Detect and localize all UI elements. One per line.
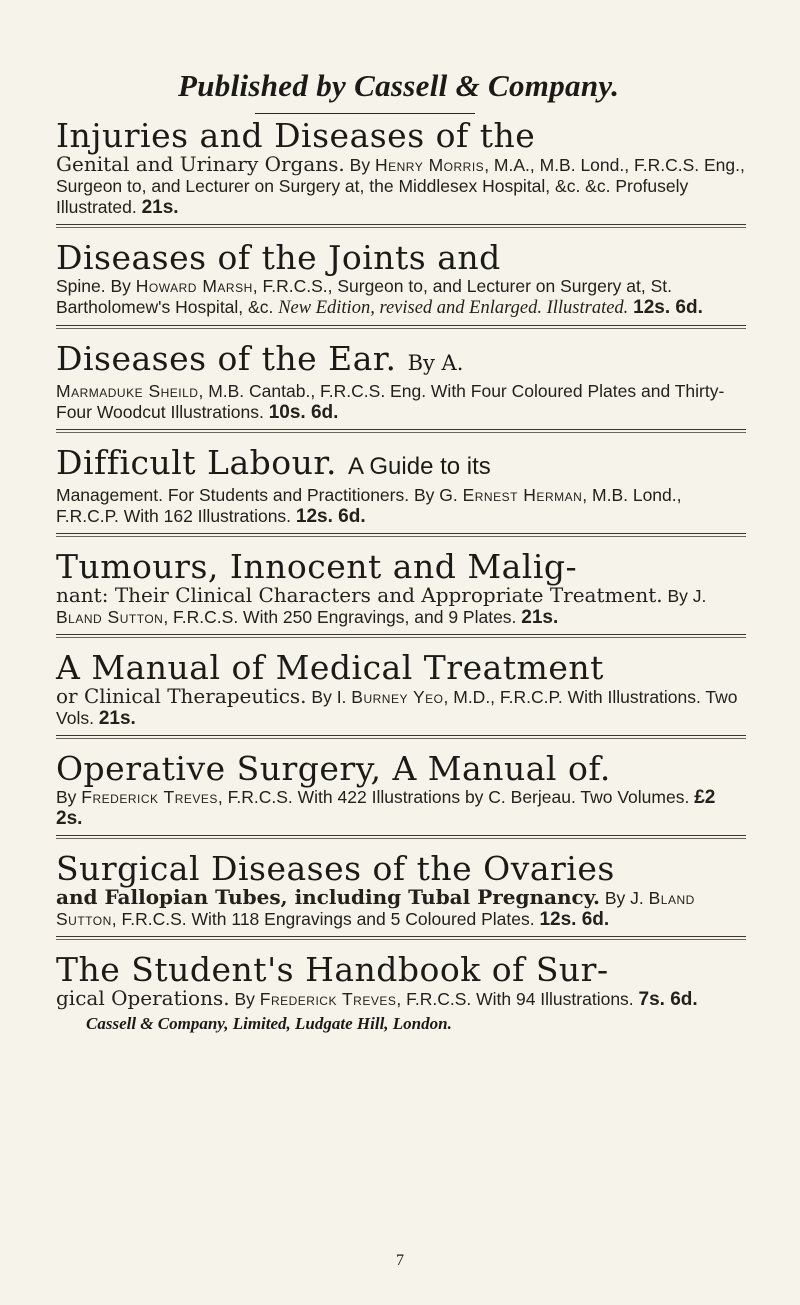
book-description [56, 276, 746, 319]
divider [56, 533, 746, 537]
divider [56, 735, 746, 739]
author-name: Howard Marsh [135, 276, 253, 296]
price: 21s. [141, 197, 179, 218]
author-name: Bland Sutton [56, 888, 695, 929]
book-title [56, 341, 746, 381]
price: £2 2s. [56, 787, 716, 829]
desc-lead: By J. [667, 586, 707, 606]
title-text: Diseases of the Ear. [56, 339, 397, 378]
price: 12s. 6d. [295, 506, 366, 527]
book-description [56, 887, 746, 930]
price: 12s. 6d. [633, 297, 703, 318]
price: 21s. [98, 708, 136, 729]
book-entry [56, 650, 746, 739]
desc-text: , F.R.C.S., Surgeon to, and Lecturer on Surgery at, St. Bartholomew's Hospital, &c. [56, 276, 672, 317]
book-description [56, 154, 746, 218]
book-title: Diseases of the Joints and [56, 238, 501, 277]
desc-lead: Management. For Students and Practitioners. By G. [56, 485, 463, 505]
book-title: The Student's Handbook of Sur- [56, 950, 609, 989]
book-title: A Manual of Medical Treatment [56, 648, 604, 687]
author-name: Frederick Treves [81, 787, 218, 807]
desc-lead: Spine. By [56, 276, 136, 296]
book-entry [56, 341, 746, 433]
price: 7s. 6d. [638, 989, 698, 1010]
desc-text: , F.R.C.S. With 118 Engravings and 5 Coloured Plates. [111, 909, 535, 929]
title-continuation: or Clinical Therapeutics. [56, 684, 307, 708]
title-continuation: nant: Their Clinical Characters and Appropriate Treatment. [56, 583, 663, 607]
book-entry [56, 952, 746, 1010]
desc-lead: By [349, 155, 375, 175]
divider [56, 224, 746, 228]
book-description [56, 381, 746, 423]
page-number: 7 [396, 1252, 404, 1269]
title-text: Difficult Labour. [56, 443, 338, 482]
divider [56, 835, 746, 839]
author-name: Henry Morris [374, 155, 485, 175]
book-title: Tumours, Innocent and Malig- [56, 547, 578, 586]
book-entry [56, 445, 746, 537]
price: 21s. [521, 607, 559, 628]
desc-lead: By [56, 787, 82, 807]
desc-text: , M.A., M.B. Lond., F.R.C.S. Eng., Surgeon to, and Lecturer on Surgery at, the Middlesex Hospital, &c. &c. Profusely Illustrated. [56, 155, 745, 217]
book-title [56, 445, 746, 485]
price: 12s. 6d. [539, 909, 610, 930]
book-description [56, 988, 746, 1010]
book-description [56, 585, 746, 628]
divider [56, 325, 746, 329]
book-title: Operative Surgery, A Manual of. [56, 749, 611, 788]
edition-note: New Edition, revised and Enlarged. Illustrated. [278, 298, 629, 318]
desc-lead: By [234, 989, 260, 1009]
desc-lead: By I. [311, 687, 352, 707]
book-description [56, 686, 746, 729]
divider [56, 936, 746, 940]
desc-text: , M.D., F.R.C.P. With Illustrations. Two Vols. [56, 687, 738, 728]
title-continuation: gical Operations. [56, 986, 230, 1010]
book-title: Surgical Diseases of the Ovaries [56, 849, 615, 888]
author-name: Bland Sutton [56, 607, 164, 627]
book-entry [56, 549, 746, 638]
publisher-footer: Cassell & Company, Limited, Ludgate Hill, London. [86, 1014, 452, 1033]
desc-text: , F.R.C.S. With 422 Illustrations by C. Berjeau. Two Volumes. [217, 787, 690, 807]
desc-lead: By J. [604, 888, 649, 908]
book-description [56, 787, 746, 829]
book-description [56, 485, 746, 527]
desc-text: , F.R.C.S. With 94 Illustrations. [396, 989, 634, 1009]
price: 10s. 6d. [268, 402, 339, 423]
header-rule [255, 113, 475, 114]
desc-text: , F.R.C.S. With 250 Engravings, and 9 Plates. [163, 607, 517, 627]
divider [56, 634, 746, 638]
author-name: Frederick Treves [259, 989, 397, 1009]
title-continuation: and Fallopian Tubes, including Tubal Pregnancy. [56, 885, 600, 909]
book-entry [56, 118, 746, 228]
title-continuation: Genital and Urinary Organs. [56, 152, 345, 176]
author-name: Ernest Herman [462, 485, 583, 505]
desc-text: , M.B. Lond., F.R.C.P. With 162 Illustrations. [56, 485, 682, 526]
book-entry [56, 751, 746, 839]
divider [56, 429, 746, 433]
author-name: Burney Yeo [351, 687, 444, 707]
book-list [56, 118, 746, 1034]
book-entry [56, 851, 746, 940]
author-name: Marmaduke Sheild [56, 381, 199, 401]
publisher-header: Published by Cassell & Company. [178, 68, 620, 103]
book-entry [56, 240, 746, 329]
title-subtitle: A Guide to its [348, 453, 491, 480]
title-byline: By A. [407, 351, 464, 375]
book-title: Injuries and Diseases of the [56, 116, 536, 155]
desc-text: , M.B. Cantab., F.R.C.S. Eng. With Four Coloured Plates and Thirty-Four Woodcut Illustrations. [56, 381, 725, 422]
